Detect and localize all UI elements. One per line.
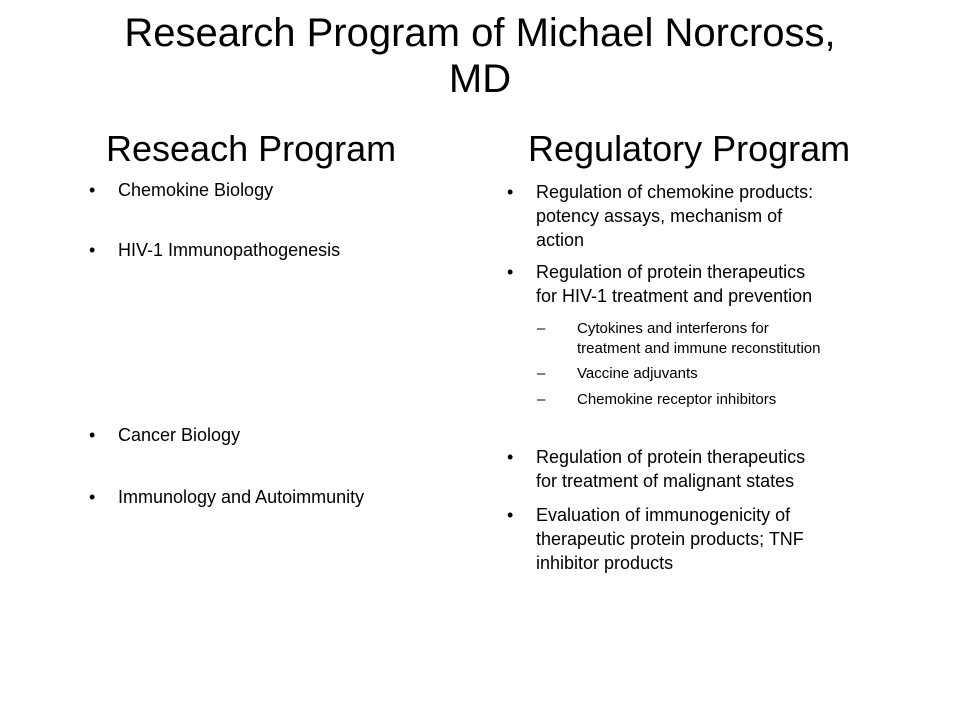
regulatory-item-line: for HIV-1 treatment and prevention <box>536 286 813 306</box>
regulatory-item-malignant-states <box>507 445 806 493</box>
bullet-icon: • <box>507 182 514 202</box>
slide-title <box>60 10 900 102</box>
research-item-cancer-biology <box>89 423 241 447</box>
research-program-heading: Reseach Program <box>106 128 397 169</box>
regulatory-item-line: Regulation of protein therapeutics <box>536 447 806 467</box>
regulatory-item-chemokine-products <box>507 180 814 252</box>
regulatory-item-line: therapeutic protein products; TNF <box>536 529 804 549</box>
regulatory-item-immunogenicity <box>507 503 804 575</box>
bullet-icon: • <box>507 447 514 467</box>
bullet-icon: • <box>89 240 96 260</box>
regulatory-item-line: Evaluation of immunogenicity of <box>536 505 791 525</box>
slide-title-line-1: Research Program of Michael Norcross, <box>124 11 836 55</box>
regulatory-subitem-line: treatment and immune reconstitution <box>577 340 821 357</box>
regulatory-item-line: inhibitor products <box>536 553 674 573</box>
regulatory-subitem-line: Chemokine receptor inhibitors <box>577 391 777 408</box>
dash-icon: – <box>537 365 546 382</box>
bullet-icon: • <box>89 487 96 507</box>
bullet-icon: • <box>89 425 96 445</box>
research-item-chemokine-biology <box>89 178 274 202</box>
research-item-label: Cancer Biology <box>118 425 241 445</box>
research-item-hiv-immunopathogenesis <box>89 238 341 262</box>
research-item-label: Chemokine Biology <box>118 180 274 200</box>
regulatory-subitem-line: Cytokines and interferons for <box>577 320 769 337</box>
research-item-label: HIV-1 Immunopathogenesis <box>118 240 341 260</box>
research-item-immunology-autoimmunity <box>89 485 365 509</box>
regulatory-subitem-vaccine-adjuvants <box>537 364 698 384</box>
regulatory-subitem-line: Vaccine adjuvants <box>577 365 698 382</box>
bullet-icon: • <box>89 180 96 200</box>
regulatory-item-hiv-therapeutics <box>507 260 813 308</box>
regulatory-program-heading: Regulatory Program <box>528 128 851 169</box>
bullet-icon: • <box>507 262 514 282</box>
regulatory-item-line: Regulation of chemokine products: <box>536 182 814 202</box>
regulatory-subitem-cytokines <box>537 319 821 359</box>
bullet-icon: • <box>507 505 514 525</box>
regulatory-item-line: Regulation of protein therapeutics <box>536 262 806 282</box>
regulatory-subitem-chemokine-receptor-inhibitors <box>537 390 777 410</box>
regulatory-item-line: action <box>536 230 585 250</box>
research-item-label: Immunology and Autoimmunity <box>118 487 365 507</box>
regulatory-item-line: potency assays, mechanism of <box>536 206 783 226</box>
dash-icon: – <box>537 391 546 408</box>
regulatory-item-line: for treatment of malignant states <box>536 471 795 491</box>
dash-icon: – <box>537 320 546 337</box>
slide-title-line-2: MD <box>448 57 512 101</box>
